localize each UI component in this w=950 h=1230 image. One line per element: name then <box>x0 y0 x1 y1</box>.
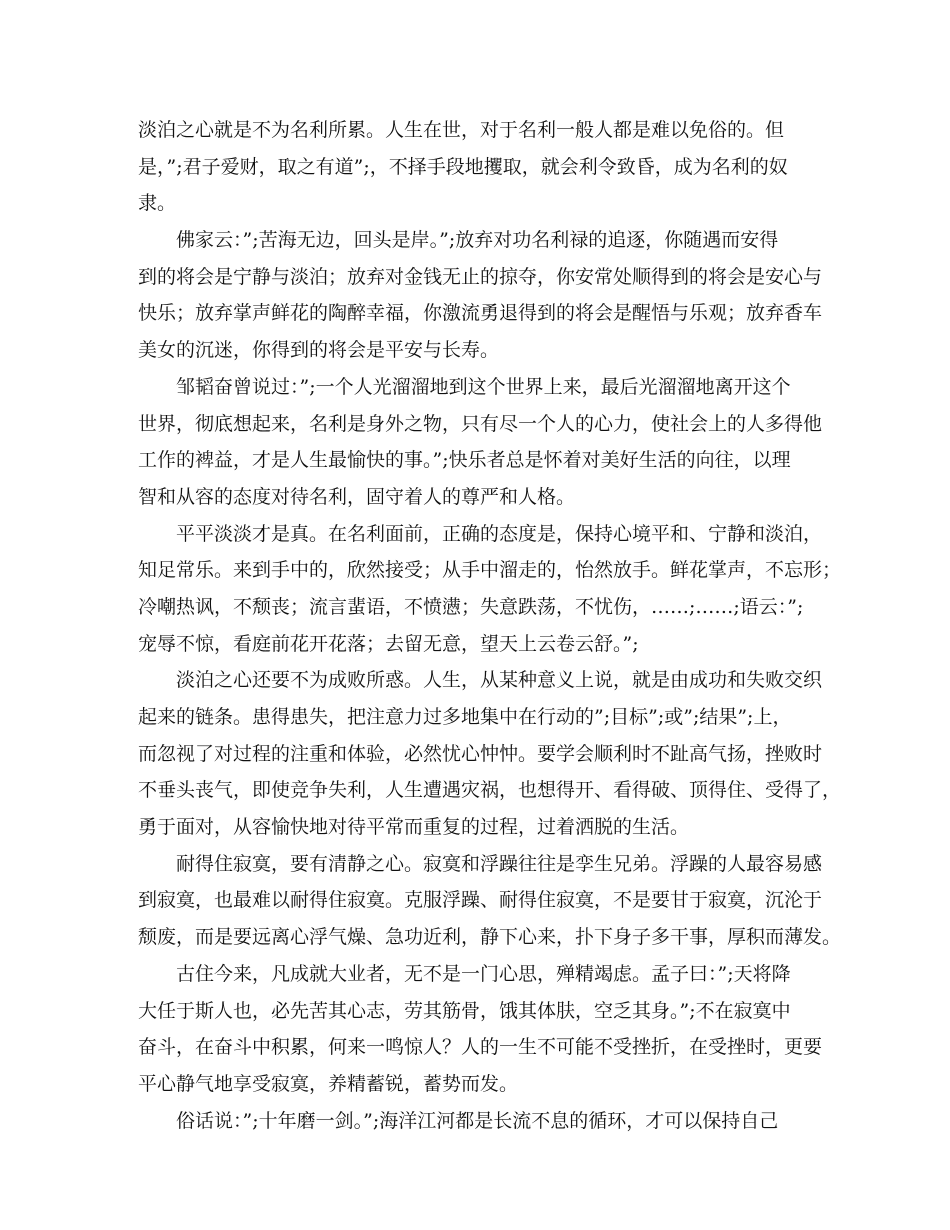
document-body <box>138 112 842 1139</box>
text-line: 平心静气地享受寂寞，养精蓄锐，蓄势而发。 <box>138 1072 519 1095</box>
text-line: 是，”;君子爱财，取之有道”;，不择手段地攫取，就会利令致昏，成为名利的奴 <box>138 155 788 178</box>
text-line: 而忽视了对过程的注重和体验，必然忧心忡忡。要学会顺利时不趾高气扬，挫败时 <box>138 742 823 765</box>
text-line: 勇于面对，从容愉快地对待平常而重复的过程，过着洒脱的生活。 <box>138 816 690 839</box>
text-line: 宠辱不惊，看庭前花开花落；去留无意，望天上云卷云舒。”; <box>138 632 639 655</box>
text-line: 美女的沉迷，你得到的将会是平安与长寿。 <box>138 339 500 362</box>
text-line: 奋斗，在奋斗中积累，何来一鸣惊人？人的一生不可能不受挫折，在受挫时，更要 <box>138 1036 823 1059</box>
paragraph-first-line: 平平淡淡才是真。在名利面前，正确的态度是，保持心境平和、宁静和淡泊， <box>176 522 823 545</box>
text-line: 冷嘲热讽，不颓丧；流言蜚语，不愤懑；失意跌荡，不忧伤，……;……;语云：”; <box>138 595 804 618</box>
paragraph-first-line: 佛家云：”;苦海无边，回头是岸。”;放弃对功名利禄的追逐，你随遇而安得 <box>176 229 779 252</box>
text-line: 快乐；放弃掌声鲜花的陶醉幸福，你激流勇退得到的将会是醒悟与乐观；放弃香车 <box>138 302 823 325</box>
text-line: 工作的裨益，才是人生最愉快的事。”;快乐者总是怀着对美好生活的向往，以理 <box>138 449 791 472</box>
paragraph-first-line: 耐得住寂寞，要有清静之心。寂寞和浮躁往往是孪生兄弟。浮躁的人最容易感 <box>176 852 823 875</box>
text-line: 起来的链条。患得患失，把注意力过多地集中在行动的”;目标”;或”;结果”;上， <box>138 706 792 728</box>
text-line: 世界，彻底想起来，名利是身外之物，只有尽一个人的心力，使社会上的人多得他 <box>138 412 823 435</box>
paragraph-first-line: 古住今来，凡成就大业者，无不是一门心思，殚精竭虑。孟子曰：”;天将降 <box>176 962 791 985</box>
text-line: 颓废，而是要远离心浮气燥、急功近利，静下心来，扑下身子多干事，厚积而薄发。 <box>138 926 842 949</box>
paragraph-first-line: 淡泊之心还要不为成败所惑。人生，从某种意义上说，就是由成功和失败交织 <box>176 669 823 692</box>
text-line: 知足常乐。来到手中的，欣然接受；从手中溜走的，怡然放手。鲜花掌声，不忘形； <box>138 559 842 582</box>
text-line: 到寂寞，也最难以耐得住寂寞。克服浮躁、耐得住寂寞，不是要甘于寂寞，沉沦于 <box>138 889 823 912</box>
text-line: 隶。 <box>138 192 177 215</box>
text-line: 淡泊之心就是不为名利所累。人生在世，对于名利一般人都是难以免俗的。但 <box>138 119 785 141</box>
paragraph-first-line: 邹韬奋曾说过：”;一个人光溜溜地到这个世界上来，最后光溜溜地离开这个 <box>176 375 791 398</box>
text-line: 大任于斯人也，必先苦其心志，劳其筋骨，饿其体肤，空乏其身。”;不在寂寞中 <box>138 999 791 1022</box>
text-line: 智和从容的态度对待名利，固守着人的尊严和人格。 <box>138 485 576 508</box>
text-line: 不垂头丧气，即使竞争失利，人生遭遇灾祸，也想得开、看得破、顶得住、受得了， <box>138 779 842 802</box>
paragraph-first-line: 俗话说：”;十年磨一剑。”;海洋江河都是长流不息的循环，才可以保持自己 <box>176 1109 779 1132</box>
text-line: 到的将会是宁静与淡泊；放弃对金钱无止的掠夺，你安常处顺得到的将会是安心与 <box>138 265 823 288</box>
